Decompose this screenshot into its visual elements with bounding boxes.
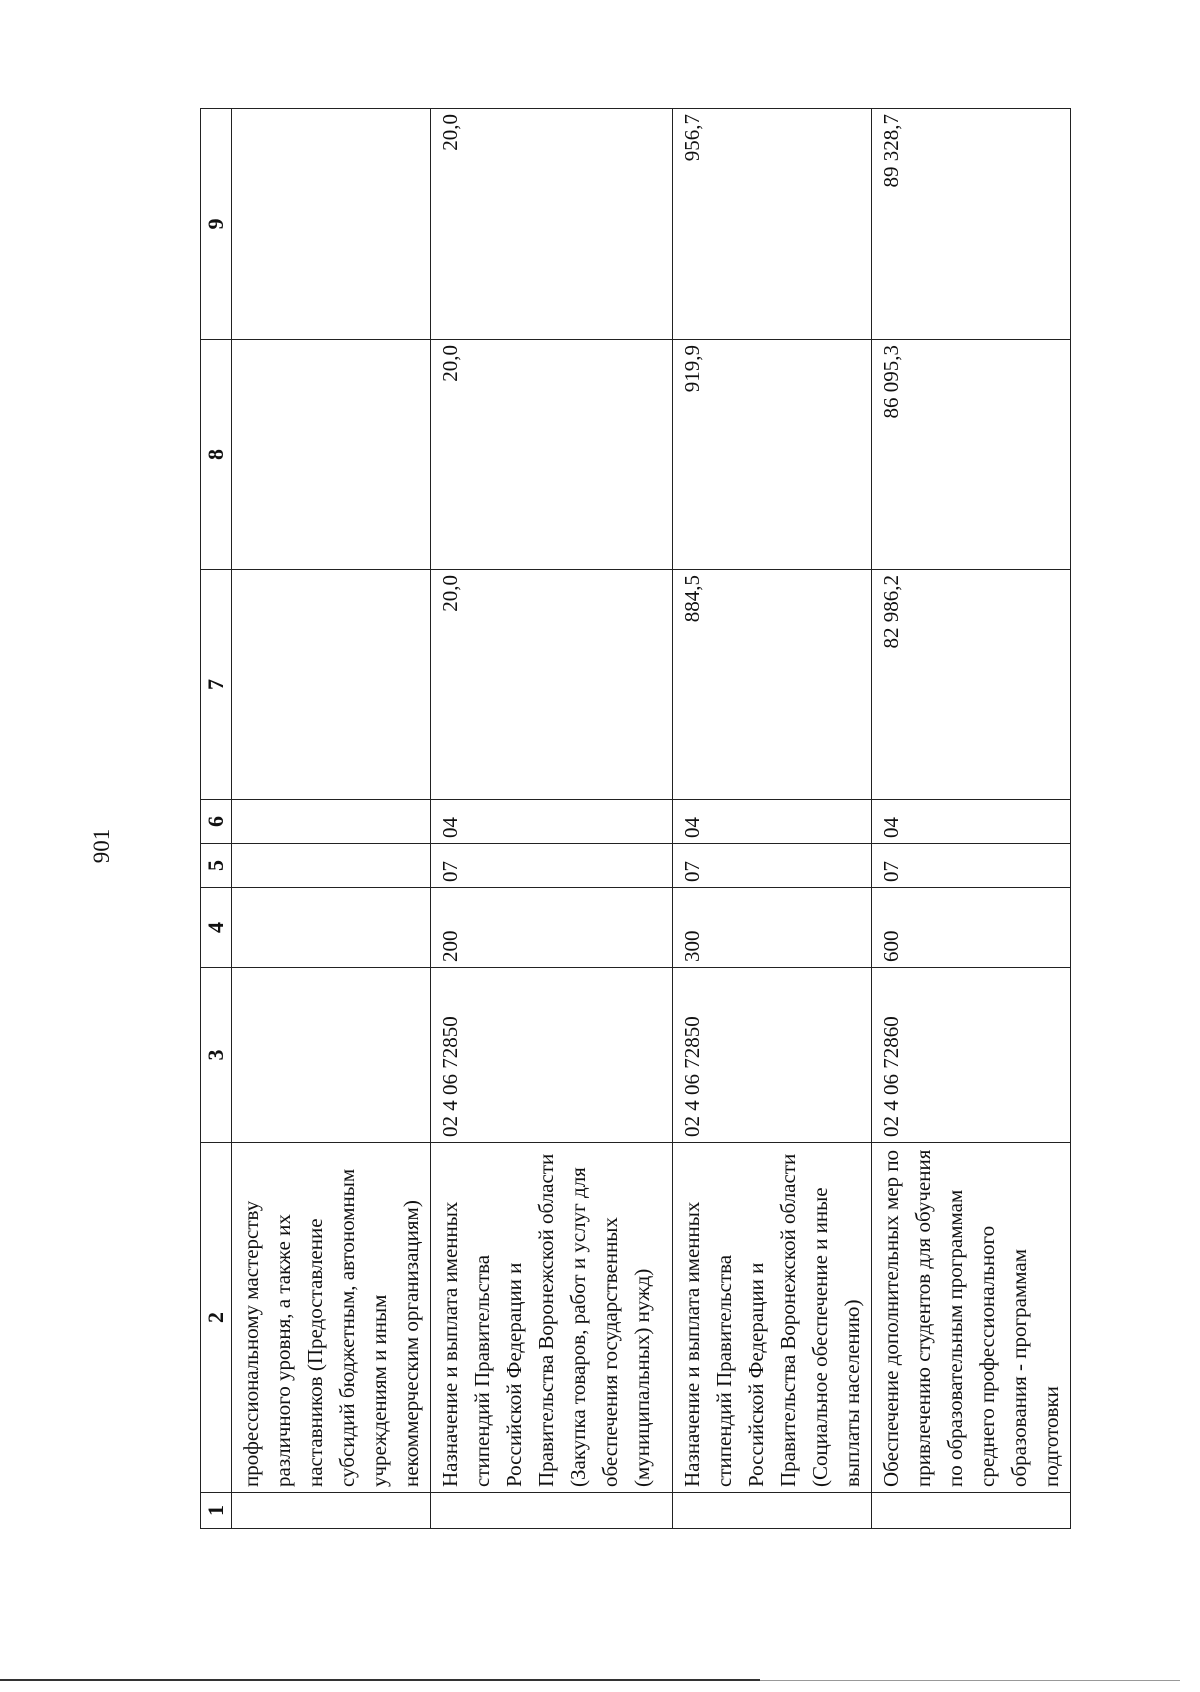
- scan-bottom-edge-faint: [760, 1680, 1180, 1681]
- cell-section: [232, 844, 431, 888]
- col-header-1: 1: [201, 1493, 232, 1529]
- table-row: [431, 109, 673, 1529]
- cell-target-code: 02 4 06 72850: [431, 968, 673, 1143]
- cell-amount-9: [232, 109, 431, 340]
- col-header-9: 9: [201, 109, 232, 340]
- col-header-3: 3: [201, 968, 232, 1143]
- col-header-7: 7: [201, 570, 232, 800]
- cell-expense-type: [232, 888, 431, 968]
- cell-expense-type: 300: [673, 888, 872, 968]
- cell-amount-9: 20,0: [431, 109, 673, 340]
- cell-amount-9: 89 328,7: [872, 109, 1071, 340]
- table-row: [872, 109, 1071, 1529]
- col-header-8: 8: [201, 340, 232, 570]
- cell-target-code: 02 4 06 72850: [673, 968, 872, 1143]
- cell-target-code: [232, 968, 431, 1143]
- col-header-5: 5: [201, 844, 232, 888]
- rotated-table-container: [200, 109, 1063, 1529]
- cell-amount-7: 82 986,2: [872, 570, 1071, 800]
- cell-description: профессиональному мастерству различного уровня, а также их наставников (Предоставление субсидий бюджетным, автономным учреждениям и иным некоммерческим организациям): [232, 1143, 431, 1493]
- cell-amount-7: 884,5: [673, 570, 872, 800]
- col-header-2: 2: [201, 1143, 232, 1493]
- cell-description: Назначение и выплата именных стипендий Правительства Российской Федерации и Правительства Воронежской области (Социальное обеспечение и иные выплаты населению): [673, 1143, 872, 1493]
- cell-amount-7: [232, 570, 431, 800]
- col-header-6: 6: [201, 800, 232, 844]
- cell-expense-type: 200: [431, 888, 673, 968]
- cell-number: [872, 1493, 1071, 1529]
- cell-target-code: 02 4 06 72860: [872, 968, 1071, 1143]
- budget-table: [200, 108, 1071, 1529]
- header-row: [201, 109, 232, 1529]
- cell-amount-8: 86 095,3: [872, 340, 1071, 570]
- cell-amount-7: 20,0: [431, 570, 673, 800]
- cell-expense-type: 600: [872, 888, 1071, 968]
- page-number: 901: [89, 828, 114, 864]
- cell-subsection: 04: [673, 800, 872, 844]
- scan-bottom-edge: [0, 1679, 760, 1681]
- cell-section: 07: [872, 844, 1071, 888]
- cell-number: [673, 1493, 872, 1529]
- cell-section: 07: [673, 844, 872, 888]
- cell-subsection: 04: [872, 800, 1071, 844]
- table-row: [232, 109, 431, 1529]
- col-header-4: 4: [201, 888, 232, 968]
- table-row: [673, 109, 872, 1529]
- cell-description: Обеспечение дополнительных мер по привлечению студентов для обучения по образовательным программам среднего профессионального образования - программам подготовки: [872, 1143, 1071, 1493]
- cell-amount-8: 20,0: [431, 340, 673, 570]
- cell-amount-8: [232, 340, 431, 570]
- cell-subsection: 04: [431, 800, 673, 844]
- cell-amount-9: 956,7: [673, 109, 872, 340]
- cell-number: [431, 1493, 673, 1529]
- cell-subsection: [232, 800, 431, 844]
- cell-section: 07: [431, 844, 673, 888]
- cell-number: [232, 1493, 431, 1529]
- cell-description: Назначение и выплата именных стипендий Правительства Российской Федерации и Правительства Воронежской области (Закупка товаров, работ и услуг для обеспечения государственных (муниципальных) нужд): [431, 1143, 673, 1493]
- cell-amount-8: 919,9: [673, 340, 872, 570]
